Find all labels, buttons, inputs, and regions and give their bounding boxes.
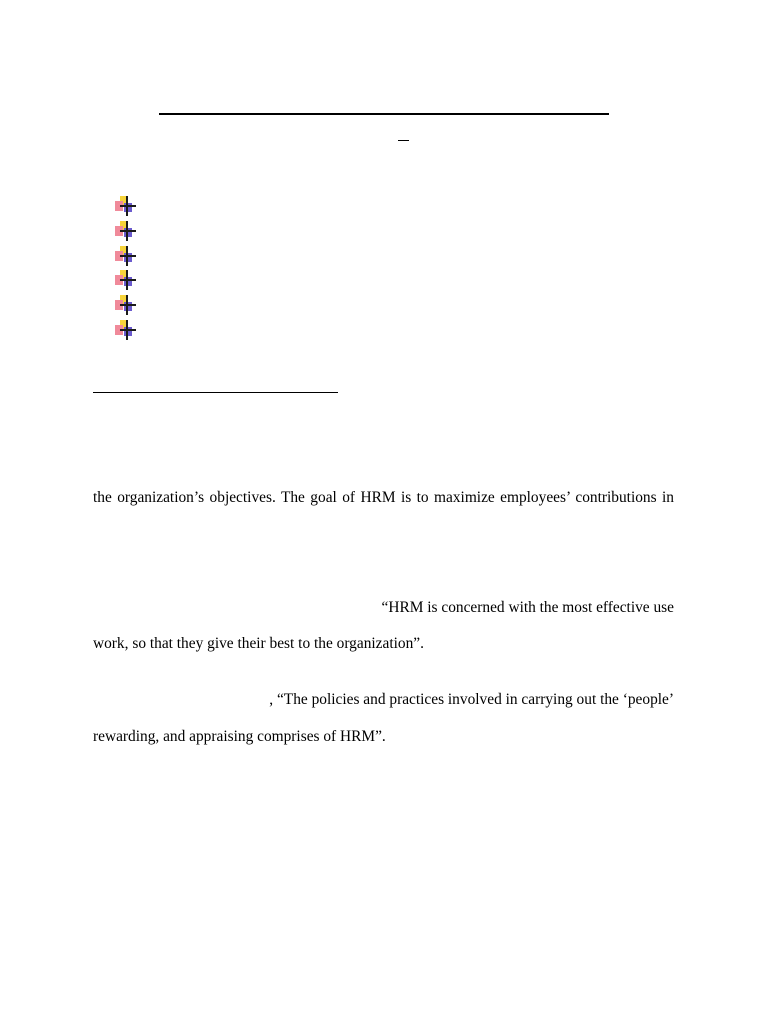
- quote-line: , “The policies and practices involved in carrying out the ‘people’: [269, 691, 674, 708]
- subtitle-dash: [398, 140, 409, 141]
- quote-line: rewarding, and appraising comprises of HRM”.: [93, 728, 386, 745]
- bullet-icon: [115, 270, 137, 290]
- quote-line: “HRM is concerned with the most effective use: [381, 599, 674, 616]
- quote-line: work, so that they give their best to the organization”.: [93, 635, 424, 652]
- bullet-list: [115, 196, 155, 345]
- title-underline: [159, 113, 609, 115]
- bullet-icon: [115, 320, 137, 340]
- bullet-icon: [115, 295, 137, 315]
- bullet-icon: [115, 221, 137, 241]
- bullet-icon: [115, 246, 137, 266]
- bullet-icon: [115, 196, 137, 216]
- section-heading-underline: [93, 392, 338, 393]
- paragraph-line: the organization’s objectives. The goal of HRM is to maximize employees’ contributions in: [93, 489, 674, 506]
